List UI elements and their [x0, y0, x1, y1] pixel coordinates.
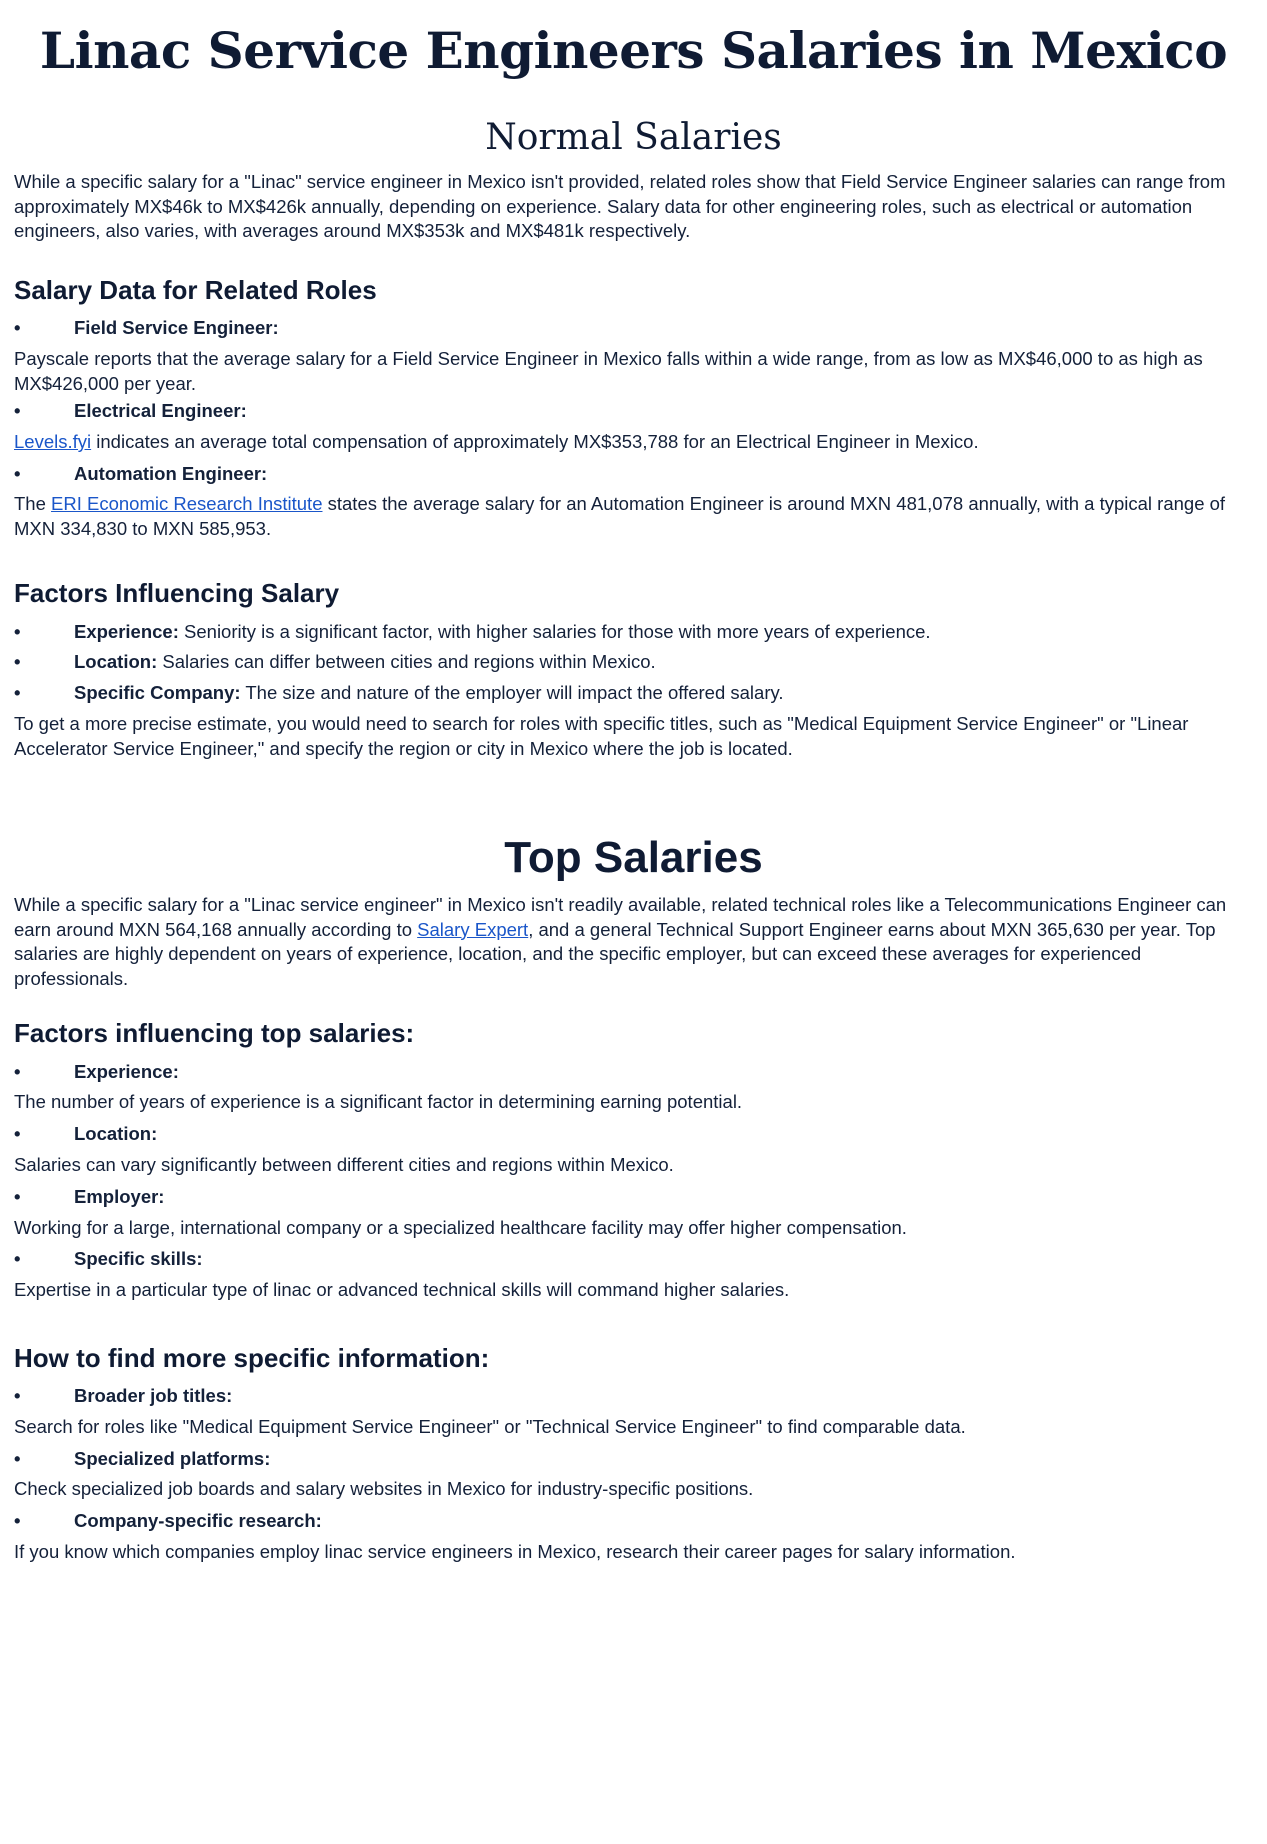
factor-label: Location: — [74, 651, 158, 672]
bullet-dot: • — [14, 1061, 21, 1082]
factor-label: Specific Company: — [74, 682, 241, 703]
bullet-label: Specialized platforms: — [74, 1448, 271, 1469]
normal-intro-paragraph: While a specific salary for a "Linac" service engineer in Mexico isn't provided, related roles show that Field Service Engineer salaries can range from approximately MX$46k to MX$426k annually, depending on experience. Salary data for other engineering roles, such as electrical or automation engineers, also varies, with averages around MX$353k and MX$481k respectively. — [14, 171, 1226, 241]
find-specialized-platforms-text: Check specialized job boards and salary websites in Mexico for industry-specific positions. — [14, 1478, 754, 1499]
automation-paragraph — [14, 492, 1254, 541]
bullet-label: Automation Engineer: — [74, 463, 268, 484]
bullet-dot: • — [14, 1385, 21, 1406]
bullet-dot: • — [14, 317, 21, 338]
top-intro-pre: While a specific salary for a "Linac service engineer" in Mexico isn't readily available, related technical roles like a Telecommunications Engineer can earn around MXN 564,168 annually according to — [14, 894, 1227, 940]
bullet-label: Company-specific research: — [74, 1510, 322, 1531]
find-company-research-text: If you know which companies employ linac service engineers in Mexico, research their career pages for salary information. — [14, 1541, 1016, 1562]
factors-heading: Factors Influencing Salary — [14, 578, 340, 608]
factor-label: Experience: — [74, 621, 179, 642]
bullet-label: Employer: — [74, 1186, 165, 1207]
bullet-dot: • — [14, 1448, 21, 1469]
top-intro-post: , and a general Technical Support Engineer earns about MXN 365,630 per year. Top salaries are highly dependent on years of experience, location, and the specific employer, but can exceed these averages for experienced professionals. — [14, 918, 1216, 989]
top-factor-location-text: Salaries can vary significantly between different cities and regions within Mexico. — [14, 1154, 674, 1175]
bullet-label: Electrical Engineer: — [74, 400, 247, 421]
bullet-label: Specific skills: — [74, 1248, 203, 1269]
automation-pre: The — [14, 493, 52, 514]
page-title: Linac Service Engineers Salaries in Mexico — [39, 21, 1228, 80]
top-intro-paragraph — [14, 893, 1254, 991]
bullet-dot: • — [14, 621, 21, 642]
salary-expert-link[interactable]: Salary Expert — [417, 918, 529, 940]
bullet-dot: • — [14, 682, 21, 703]
related-roles-heading: Salary Data for Related Roles — [14, 275, 377, 305]
bullet-dot: • — [14, 463, 21, 484]
bullet-label: Location: — [74, 1123, 158, 1144]
normal-closing-paragraph: To get a more precise estimate, you would need to search for roles with specific titles, such as "Medical Equipment Service Engineer" or "Linear Accelerator Service Engineer," and specify the region or city in Mexico where the job is located. — [14, 713, 1189, 759]
bullet-dot: • — [14, 1186, 21, 1207]
normal-salaries-heading: Normal Salaries — [485, 117, 782, 158]
bullet-label: Field Service Engineer: — [74, 317, 279, 338]
bullet-dot: • — [14, 1248, 21, 1269]
bullet-dot: • — [14, 1510, 21, 1531]
bullet-dot: • — [14, 1123, 21, 1144]
field-service-paragraph: Payscale reports that the average salary for a Field Service Engineer in Mexico falls within a wide range, from as low as MX$46,000 to as high as MX$426,000 per year. — [14, 348, 1203, 394]
factor-text: The size and nature of the employer will impact the offered salary. — [240, 682, 784, 703]
find-info-heading: How to find more specific information: — [14, 1343, 490, 1373]
top-factor-specific-skills-text: Expertise in a particular type of linac or advanced technical skills will command higher salaries. — [14, 1279, 790, 1300]
factor-text: Seniority is a significant factor, with higher salaries for those with more years of experience. — [178, 621, 931, 642]
bullet-dot: • — [14, 651, 21, 672]
top-salaries-heading: Top Salaries — [504, 833, 763, 882]
find-broader-titles-text: Search for roles like "Medical Equipment Service Engineer" or "Technical Service Engineer" to find comparable data. — [14, 1416, 966, 1437]
levels-fyi-link[interactable]: Levels.fyi — [14, 431, 92, 452]
bullet-dot: • — [14, 400, 21, 421]
top-factor-experience-text: The number of years of experience is a significant factor in determining earning potential. — [14, 1091, 743, 1112]
top-factors-heading: Factors influencing top salaries: — [14, 1018, 415, 1048]
eri-link[interactable]: ERI Economic Research Institute — [51, 493, 323, 514]
top-factor-employer-text: Working for a large, international company or a specialized healthcare facility may offer higher compensation. — [14, 1217, 907, 1238]
bullet-label: Experience: — [74, 1061, 179, 1082]
electrical-paragraph — [14, 430, 1254, 455]
bullet-label: Broader job titles: — [74, 1385, 233, 1406]
electrical-text: indicates an average total compensation of approximately MX$353,788 for an Electrical Engineer in Mexico. — [91, 431, 979, 452]
factor-text: Salaries can differ between cities and regions within Mexico. — [157, 651, 656, 672]
automation-text: states the average salary for an Automation Engineer is around MXN 481,078 annually, with a typical range of MXN 334,830 to MXN 585,953. — [14, 493, 1226, 539]
